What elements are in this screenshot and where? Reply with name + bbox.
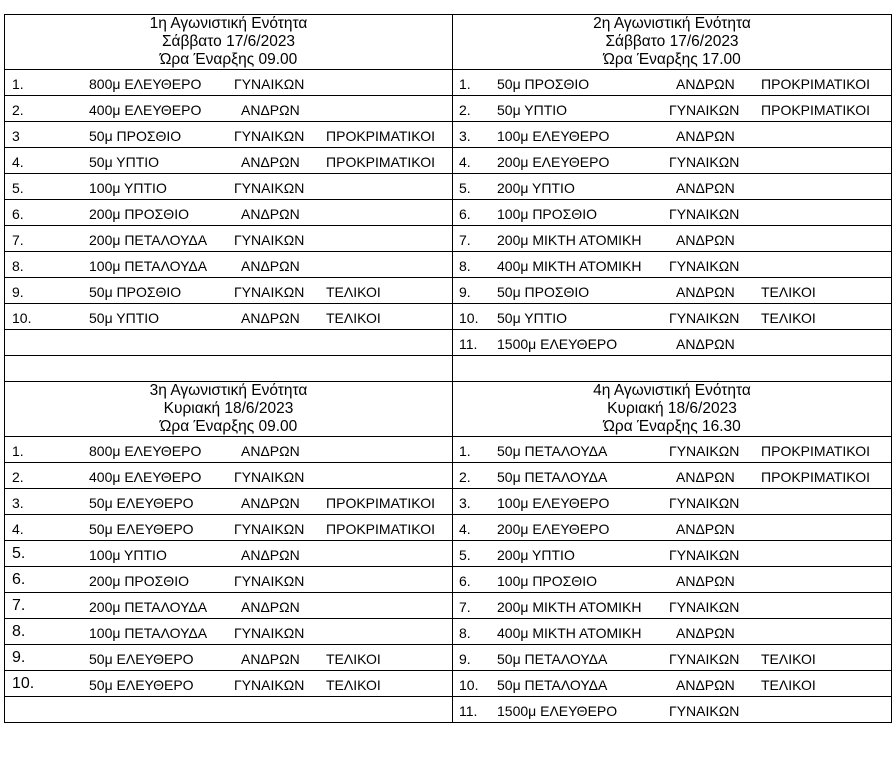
event-cell [453, 148, 892, 174]
event-row [5, 304, 452, 329]
event-gender: ΑΝΔΡΩΝ [676, 625, 735, 641]
event-num: 5. [12, 545, 26, 562]
table-row [5, 619, 892, 645]
session-title: 2η Αγωνιστική Ενότητα [593, 15, 751, 32]
event-gender: ΓΥΝΑΙΚΩΝ [234, 573, 305, 589]
event-cell [453, 619, 892, 645]
event-cell [453, 330, 892, 356]
event-row [5, 541, 452, 566]
event-cell [5, 200, 453, 226]
event-gender: ΑΝΔΡΩΝ [241, 310, 300, 326]
table-row [5, 330, 892, 356]
event-num: 8. [459, 625, 471, 641]
event-phase: ΠΡΟΚΡΙΜΑΤΙΚΟΙ [761, 76, 870, 92]
event-num: 5. [459, 547, 471, 563]
session-date: Σάββατο 17/6/2023 [161, 33, 296, 50]
event-cell [453, 226, 892, 252]
event-event: 200μ ΥΠΤΙΟ [497, 547, 575, 563]
session-1-header [5, 15, 453, 70]
table-row [5, 70, 892, 96]
event-cell [5, 541, 453, 567]
event-gender: ΑΝΔΡΩΝ [241, 258, 300, 274]
table-row [5, 148, 892, 174]
event-gender: ΑΝΔΡΩΝ [676, 573, 735, 589]
event-event: 50μ ΕΛΕΥΘΕΡΟ [89, 495, 194, 511]
event-event: 200μ ΕΛΕΥΘΕΡΟ [497, 521, 610, 537]
event-row [5, 200, 452, 225]
event-cell [453, 304, 892, 330]
table-row [5, 463, 892, 489]
event-gender: ΓΥΝΑΙΚΩΝ [669, 154, 740, 170]
event-gender: ΑΝΔΡΩΝ [241, 102, 300, 118]
event-event: 1500μ ΕΛΕΥΘΕΡΟ [497, 336, 618, 352]
event-row [453, 515, 891, 540]
event-row [453, 463, 891, 488]
table-row [5, 226, 892, 252]
event-row [5, 619, 452, 644]
event-num: 11. [459, 336, 478, 352]
event-gender: ΓΥΝΑΙΚΩΝ [234, 469, 305, 485]
session-4-header [453, 382, 892, 437]
event-row [453, 96, 891, 121]
event-phase: ΤΕΛΙΚΟΙ [326, 310, 381, 326]
event-event: 200μ ΠΡΟΣΘΙΟ [89, 573, 189, 589]
event-event: 100μ ΠΡΟΣΘΙΟ [497, 573, 597, 589]
event-num: 1. [459, 76, 471, 92]
event-num: 2. [459, 102, 471, 118]
event-gender: ΓΥΝΑΙΚΩΝ [669, 703, 740, 719]
event-gender: ΓΥΝΑΙΚΩΝ [669, 599, 740, 615]
event-event: 50μ ΠΡΟΣΘΙΟ [497, 76, 590, 92]
event-row [453, 148, 891, 173]
event-event: 50μ ΠΡΟΣΘΙΟ [89, 284, 182, 300]
event-num: 4. [12, 521, 24, 537]
event-cell [453, 567, 892, 593]
event-gender: ΓΥΝΑΙΚΩΝ [234, 128, 305, 144]
event-row [5, 489, 452, 514]
event-cell [5, 174, 453, 200]
event-phase: ΤΕΛΙΚΟΙ [761, 677, 816, 693]
event-event: 100μ ΥΠΤΙΟ [89, 180, 167, 196]
event-event: 800μ ΕΛΕΥΘΕΡΟ [89, 443, 202, 459]
session-start-time: Ώρα Έναρξης 09.00 [159, 418, 298, 435]
event-num: 2. [459, 469, 471, 485]
event-cell [5, 70, 453, 96]
table-row [5, 122, 892, 148]
session-3-4-events [5, 437, 892, 723]
event-gender: ΑΝΔΡΩΝ [241, 495, 300, 511]
table-row [5, 174, 892, 200]
session-title: 1η Αγωνιστική Ενότητα [149, 15, 308, 32]
event-phase: ΠΡΟΚΡΙΜΑΤΙΚΟΙ [761, 102, 870, 118]
event-cell [453, 96, 892, 122]
table-row [5, 278, 892, 304]
event-gender: ΓΥΝΑΙΚΩΝ [234, 625, 305, 641]
event-num: 6. [12, 571, 26, 588]
event-cell [453, 671, 892, 697]
event-num: 3. [459, 128, 471, 144]
event-cell [5, 645, 453, 671]
event-cell [5, 619, 453, 645]
session-1-2-events [5, 70, 892, 356]
event-num: 7. [12, 597, 26, 614]
event-num: 1. [12, 443, 24, 459]
event-gender: ΑΝΔΡΩΝ [676, 128, 735, 144]
event-phase: ΠΡΟΚΡΙΜΑΤΙΚΟΙ [761, 443, 870, 459]
event-phase: ΠΡΟΚΡΙΜΑΤΙΚΟΙ [326, 128, 435, 144]
event-num: 7. [459, 232, 471, 248]
event-event: 400μ ΜΙΚΤΗ ΑΤΟΜΙΚΗ [497, 258, 642, 274]
event-event: 50μ ΠΕΤΑΛΟΥΔΑ [497, 469, 608, 485]
schedule-table-top [4, 14, 892, 723]
table-row [5, 437, 892, 463]
event-gender: ΑΝΔΡΩΝ [676, 232, 735, 248]
event-row [453, 200, 891, 225]
event-cell [5, 489, 453, 515]
event-cell [5, 515, 453, 541]
event-cell [5, 278, 453, 304]
event-num: 10. [459, 310, 479, 326]
event-row [453, 278, 891, 303]
event-num: 3 [12, 128, 20, 144]
event-gender: ΓΥΝΑΙΚΩΝ [234, 677, 305, 693]
session-3-header [5, 382, 453, 437]
event-num: 10. [12, 675, 35, 692]
event-cell [453, 697, 892, 723]
event-row [5, 593, 452, 618]
event-event: 200μ ΜΙΚΤΗ ΑΤΟΜΙΚΗ [497, 599, 642, 615]
event-num: 10. [12, 310, 32, 326]
event-gender: ΓΥΝΑΙΚΩΝ [669, 102, 740, 118]
event-event: 50μ ΕΛΕΥΘΕΡΟ [89, 521, 194, 537]
table-row [5, 489, 892, 515]
event-cell [453, 541, 892, 567]
event-event: 400μ ΕΛΕΥΘΕΡΟ [89, 102, 202, 118]
event-event: 50μ ΕΛΕΥΘΕΡΟ [89, 651, 194, 667]
event-gender: ΓΥΝΑΙΚΩΝ [234, 180, 305, 196]
event-event: 50μ ΠΡΟΣΘΙΟ [497, 284, 590, 300]
table-row [5, 200, 892, 226]
event-event: 1500μ ΕΛΕΥΘΕΡΟ [497, 703, 618, 719]
event-row [453, 304, 891, 329]
event-num: 9. [12, 284, 24, 300]
event-event: 200μ ΠΡΟΣΘΙΟ [89, 206, 189, 222]
event-cell [453, 437, 892, 463]
event-row [453, 226, 891, 251]
table-row [5, 96, 892, 122]
event-num: 7. [459, 599, 471, 615]
empty-cell [5, 356, 453, 382]
event-phase: ΤΕΛΙΚΟΙ [761, 310, 816, 326]
table-row [5, 304, 892, 330]
event-event: 200μ ΕΛΕΥΘΕΡΟ [497, 154, 610, 170]
table-row [5, 515, 892, 541]
event-num: 6. [12, 206, 24, 222]
event-num: 10. [459, 677, 479, 693]
session-date: Σάββατο 17/6/2023 [605, 33, 739, 50]
event-cell [453, 278, 892, 304]
event-gender: ΑΝΔΡΩΝ [676, 180, 735, 196]
event-cell [5, 96, 453, 122]
event-row [5, 645, 452, 670]
table-row [5, 567, 892, 593]
event-event: 200μ ΥΠΤΙΟ [497, 180, 575, 196]
event-num: 3. [459, 495, 471, 511]
table-row [5, 541, 892, 567]
event-cell [5, 330, 453, 356]
event-event: 50μ ΕΛΕΥΘΕΡΟ [89, 677, 194, 693]
table-row [5, 697, 892, 723]
event-row [5, 671, 452, 696]
event-gender: ΑΝΔΡΩΝ [241, 443, 300, 459]
event-num: 4. [459, 154, 471, 170]
event-row [453, 671, 891, 696]
event-num: 2. [12, 102, 24, 118]
event-num: 8. [12, 258, 24, 274]
event-row [5, 148, 452, 173]
event-num: 9. [459, 284, 471, 300]
event-event: 800μ ΕΛΕΥΘΕΡΟ [89, 76, 202, 92]
event-num: 4. [12, 154, 24, 170]
event-event: 100μ ΠΕΤΑΛΟΥΔΑ [89, 258, 208, 274]
event-num: 5. [12, 180, 24, 196]
event-gender: ΑΝΔΡΩΝ [676, 521, 735, 537]
event-row [5, 252, 452, 277]
event-cell [5, 593, 453, 619]
event-cell [5, 437, 453, 463]
event-row [5, 96, 452, 121]
event-row [5, 515, 452, 540]
empty-cell [453, 356, 892, 382]
event-event: 50μ ΥΠΤΙΟ [89, 310, 160, 326]
event-num: 6. [459, 206, 471, 222]
event-row [453, 567, 891, 592]
session-start-time: Ώρα Έναρξης 09.00 [159, 51, 298, 68]
session-start-time: Ώρα Έναρξης 17.00 [603, 51, 741, 68]
event-gender: ΓΥΝΑΙΚΩΝ [234, 76, 305, 92]
event-row [5, 463, 452, 488]
event-gender: ΓΥΝΑΙΚΩΝ [669, 258, 740, 274]
event-event: 400μ ΕΛΕΥΘΕΡΟ [89, 469, 202, 485]
event-event: 100μ ΥΠΤΙΟ [89, 547, 167, 563]
event-row [5, 567, 452, 592]
event-row [453, 593, 891, 618]
event-num: 8. [12, 623, 26, 640]
event-row [453, 174, 891, 199]
session-title: 3η Αγωνιστική Ενότητα [149, 382, 308, 399]
event-gender: ΑΝΔΡΩΝ [676, 677, 735, 693]
event-event: 50μ ΥΠΤΙΟ [89, 154, 160, 170]
event-cell [5, 463, 453, 489]
event-row [5, 437, 452, 462]
event-gender: ΑΝΔΡΩΝ [676, 76, 735, 92]
session-date: Κυριακή 18/6/2023 [607, 400, 737, 417]
event-phase: ΤΕΛΙΚΟΙ [326, 677, 381, 693]
event-phase: ΤΕΛΙΚΟΙ [326, 651, 381, 667]
session-start-time: Ώρα Έναρξης 16.30 [603, 418, 741, 435]
event-phase: ΠΡΟΚΡΙΜΑΤΙΚΟΙ [326, 495, 435, 511]
event-num: 9. [459, 651, 471, 667]
event-cell [453, 593, 892, 619]
event-event: 50μ ΠΡΟΣΘΙΟ [89, 128, 182, 144]
event-phase: ΤΕΛΙΚΟΙ [326, 284, 381, 300]
event-num: 6. [459, 573, 471, 589]
event-row [5, 226, 452, 251]
event-num: 4. [459, 521, 471, 537]
event-num: 11. [459, 703, 478, 719]
event-cell [5, 304, 453, 330]
event-cell [453, 200, 892, 226]
event-num: 1. [459, 443, 471, 459]
event-event: 50μ ΠΕΤΑΛΟΥΔΑ [497, 677, 608, 693]
event-gender: ΓΥΝΑΙΚΩΝ [669, 206, 740, 222]
event-row [5, 174, 452, 199]
event-row [453, 645, 891, 670]
event-row [453, 619, 891, 644]
event-cell [5, 671, 453, 697]
event-gender: ΑΝΔΡΩΝ [676, 469, 735, 485]
event-event: 50μ ΥΠΤΙΟ [497, 310, 568, 326]
event-gender: ΓΥΝΑΙΚΩΝ [234, 232, 305, 248]
event-gender: ΑΝΔΡΩΝ [241, 154, 300, 170]
event-cell [5, 226, 453, 252]
event-cell [453, 252, 892, 278]
event-gender: ΑΝΔΡΩΝ [241, 547, 300, 563]
event-event: 100μ ΠΡΟΣΘΙΟ [497, 206, 597, 222]
event-row [453, 70, 891, 95]
event-phase: ΤΕΛΙΚΟΙ [761, 651, 816, 667]
event-gender: ΑΝΔΡΩΝ [676, 336, 735, 352]
event-gender: ΓΥΝΑΙΚΩΝ [669, 547, 740, 563]
event-row [453, 541, 891, 566]
event-gender: ΓΥΝΑΙΚΩΝ [669, 651, 740, 667]
event-cell [5, 122, 453, 148]
event-cell [453, 70, 892, 96]
session-2-header [453, 15, 892, 70]
event-cell [453, 515, 892, 541]
table-row [5, 645, 892, 671]
event-gender: ΑΝΔΡΩΝ [676, 284, 735, 300]
event-cell [453, 122, 892, 148]
event-num: 1. [12, 76, 24, 92]
event-gender: ΓΥΝΑΙΚΩΝ [669, 495, 740, 511]
table-row [5, 593, 892, 619]
event-event: 50μ ΠΕΤΑΛΟΥΔΑ [497, 651, 608, 667]
table-row [5, 252, 892, 278]
event-row [453, 437, 891, 462]
event-event: 200μ ΜΙΚΤΗ ΑΤΟΜΙΚΗ [497, 232, 642, 248]
event-num: 5. [459, 180, 471, 196]
event-cell [453, 489, 892, 515]
event-cell [5, 697, 453, 723]
event-num: 8. [459, 258, 471, 274]
event-gender: ΓΥΝΑΙΚΩΝ [669, 443, 740, 459]
event-gender: ΓΥΝΑΙΚΩΝ [234, 284, 305, 300]
event-event: 50μ ΠΕΤΑΛΟΥΔΑ [497, 443, 608, 459]
event-num: 2. [12, 469, 24, 485]
event-gender: ΑΝΔΡΩΝ [241, 651, 300, 667]
event-cell [5, 252, 453, 278]
event-cell [453, 174, 892, 200]
event-num: 3. [12, 495, 24, 511]
event-row [453, 122, 891, 147]
schedule-sheet [4, 14, 891, 723]
event-row [5, 278, 452, 303]
event-num: 9. [12, 649, 26, 666]
event-phase: ΠΡΟΚΡΙΜΑΤΙΚΟΙ [326, 521, 435, 537]
event-num: 7. [12, 232, 24, 248]
session-title: 4η Αγωνιστική Ενότητα [593, 382, 751, 399]
event-gender: ΓΥΝΑΙΚΩΝ [669, 310, 740, 326]
event-event: 100μ ΠΕΤΑΛΟΥΔΑ [89, 625, 208, 641]
event-row [5, 122, 452, 147]
event-event: 200μ ΠΕΤΑΛΟΥΔΑ [89, 232, 208, 248]
event-event: 50μ ΥΠΤΙΟ [497, 102, 568, 118]
session-date: Κυριακή 18/6/2023 [163, 400, 294, 417]
event-gender: ΑΝΔΡΩΝ [241, 206, 300, 222]
event-row [453, 252, 891, 277]
event-cell [5, 148, 453, 174]
event-event: 400μ ΜΙΚΤΗ ΑΤΟΜΙΚΗ [497, 625, 642, 641]
event-row [453, 697, 891, 722]
event-phase: ΤΕΛΙΚΟΙ [761, 284, 816, 300]
event-event: 100μ ΕΛΕΥΘΕΡΟ [497, 128, 610, 144]
event-event: 100μ ΕΛΕΥΘΕΡΟ [497, 495, 610, 511]
event-cell [453, 463, 892, 489]
event-cell [5, 567, 453, 593]
event-phase: ΠΡΟΚΡΙΜΑΤΙΚΟΙ [761, 469, 870, 485]
event-event: 200μ ΠΕΤΑΛΟΥΔΑ [89, 599, 208, 615]
event-cell [453, 645, 892, 671]
event-phase: ΠΡΟΚΡΙΜΑΤΙΚΟΙ [326, 154, 435, 170]
event-row [5, 70, 452, 95]
event-gender: ΓΥΝΑΙΚΩΝ [234, 521, 305, 537]
event-row [453, 489, 891, 514]
event-row [453, 330, 891, 355]
table-row [5, 671, 892, 697]
event-gender: ΑΝΔΡΩΝ [241, 599, 300, 615]
